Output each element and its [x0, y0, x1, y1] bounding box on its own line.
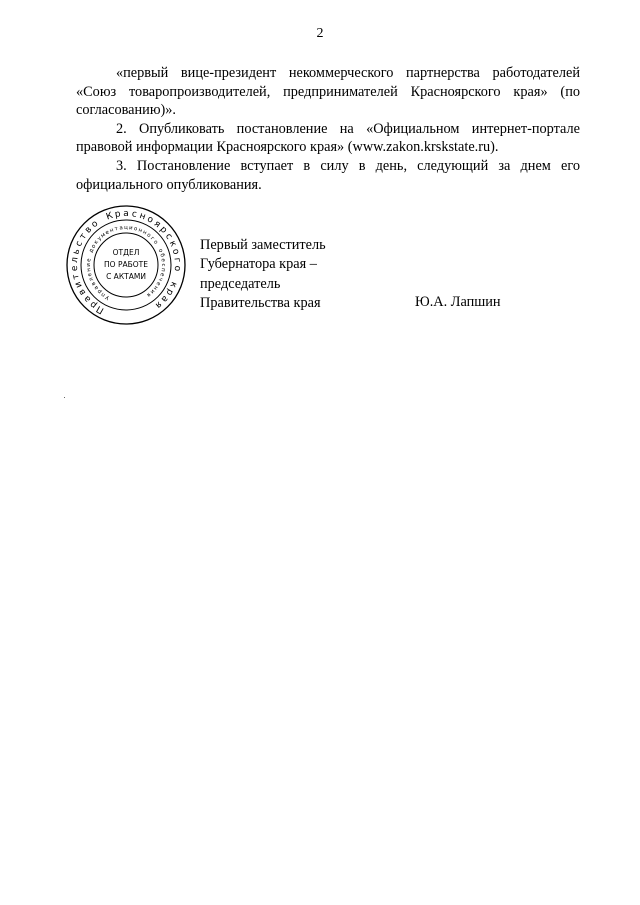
page-number: 2	[316, 26, 324, 41]
stamp-outer-letter: с	[131, 209, 138, 221]
stamp-inner-letter: а	[119, 225, 124, 232]
stamp-inner-letter: е	[158, 272, 166, 277]
scan-speck	[64, 397, 65, 398]
stamp-outer-letter: р	[114, 209, 122, 221]
stamp-outer-letter: о	[171, 265, 183, 272]
stamp-inner-letter: и	[128, 225, 133, 232]
stamp-inner-letter: г	[149, 235, 156, 242]
stamp-outer-letter: к	[166, 239, 179, 249]
position-line: Правительства края	[200, 294, 321, 311]
stamp-outer-letter: н	[137, 211, 147, 223]
stamp-inner-letter: с	[160, 263, 166, 267]
stamp-inner-letter: е	[86, 272, 94, 277]
signatory-name: Ю.А. Лапшин	[415, 294, 501, 310]
stamp-outer-letter: а	[123, 209, 129, 219]
stamp-inner-letter: о	[156, 248, 164, 254]
official-stamp	[64, 203, 188, 327]
stamp-outer-letter: и	[73, 279, 85, 290]
stamp-outer-letter: в	[77, 287, 89, 297]
document-body	[76, 64, 580, 194]
stamp-inner-letter: о	[145, 232, 152, 240]
stamp-outer-letter: о	[89, 218, 101, 231]
position-line: председатель	[200, 275, 281, 292]
stamp-outer-letter: г	[171, 257, 182, 263]
stamp-inner-letter: у	[96, 235, 104, 243]
stamp-inner-letter: б	[158, 252, 166, 258]
stamp-inner-letter: и	[148, 287, 156, 295]
stamp-inner-letter: н	[86, 267, 93, 273]
stamp-center-line-1: ОТДЕЛ	[112, 248, 140, 257]
stamp-outer-letter: р	[163, 286, 176, 298]
stamp-outer-letter: о	[169, 247, 181, 256]
stamp-inner-letter: е	[86, 258, 93, 263]
stamp-inner-letter: е	[159, 258, 166, 263]
stamp-outer-letter: т	[70, 272, 82, 281]
stamp-outer-letter: в	[83, 224, 95, 236]
stamp-inner-letter: У	[104, 293, 111, 301]
stamp-outer-letter: к	[167, 280, 179, 289]
paragraph-2: 2. Опубликовать постановление на «Официальном интернет-портале правовой информации Красноярского края» (www.zakon.krskstate.ru).	[76, 120, 580, 156]
stamp-inner-letter: ц	[124, 225, 128, 231]
stamp-outer-letter: а	[82, 293, 94, 304]
stamp-outer-letter: К	[104, 210, 115, 223]
stamp-inner-letter: н	[141, 229, 148, 237]
stamp-outer-letter: я	[151, 218, 163, 231]
stamp-outer-letter: р	[88, 298, 100, 311]
stamp-inner-letter: я	[145, 290, 152, 298]
stamp-inner-letter: н	[151, 284, 159, 291]
stamp-inner-letter: м	[99, 232, 107, 240]
stamp-outer-letter: а	[158, 293, 170, 304]
stamp-inner-letter: о	[151, 239, 159, 246]
stamp-inner-letter: и	[86, 263, 92, 267]
paragraph-continuation: «первый вице-президент некоммерческого партнерства работодателей «Союз товаропроизводителей, предпринимателей Красноярского края» (по согласованию)».	[76, 65, 580, 119]
signatory-position	[200, 236, 326, 313]
stamp-inner-letter: н	[137, 227, 143, 235]
stamp-inner-letter: о	[90, 243, 98, 250]
stamp-inner-letter: н	[109, 227, 115, 235]
stamp-inner-letter: ч	[156, 276, 164, 282]
stamp-outer-letter: П	[95, 303, 106, 316]
stamp-inner-letter: п	[159, 267, 166, 273]
stamp-outer-letter: с	[73, 239, 86, 249]
stamp-outer-letter: е	[69, 265, 81, 272]
stamp-inner-letter: л	[88, 276, 96, 282]
stamp-outer-letter: я	[153, 298, 164, 311]
stamp-outer-letter: л	[69, 256, 81, 264]
stamp-inner-letter: т	[114, 225, 119, 233]
stamp-inner-letter: а	[93, 284, 101, 291]
stamp-outer-letter: т	[77, 231, 90, 242]
stamp-outer-letter: с	[162, 231, 174, 242]
stamp-inner-letter: д	[88, 247, 96, 254]
stamp-outer-letter: ь	[71, 247, 83, 256]
position-line: Губернатора края –	[200, 256, 317, 273]
stamp-inner-letter: п	[100, 290, 107, 298]
stamp-inner-letter: р	[96, 287, 104, 295]
stamp-outer-letter: о	[145, 214, 155, 226]
stamp-center-line-3: С АКТАМИ	[106, 272, 146, 281]
stamp-inner-letter: е	[154, 280, 162, 287]
stamp-inner-letter: о	[133, 225, 138, 233]
stamp-inner-letter: к	[93, 239, 101, 246]
paragraph-3: 3. Постановление вступает в силу в день, следующий за днем его официального опубликования.	[76, 157, 580, 193]
stamp-outer-letter: р	[157, 224, 169, 236]
stamp-center-line-2: ПО РАБОТЕ	[104, 260, 148, 269]
stamp-inner-letter: е	[104, 229, 111, 237]
stamp-inner-letter: в	[90, 280, 98, 287]
position-line: Первый заместитель	[200, 237, 326, 253]
